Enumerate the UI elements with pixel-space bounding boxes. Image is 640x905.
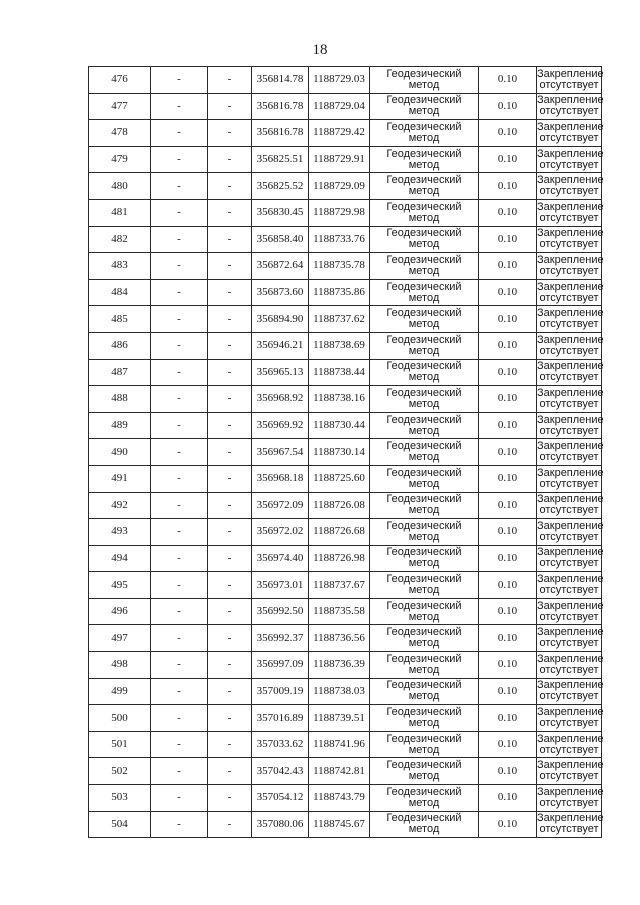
method-cell: Геодезический метод bbox=[370, 572, 479, 599]
empty-value-cell: - bbox=[151, 519, 208, 546]
x-coordinate-cell: 356894.90 bbox=[252, 306, 309, 333]
empty-value-cell: - bbox=[208, 412, 252, 439]
empty-value-cell: - bbox=[208, 173, 252, 200]
empty-value-cell: - bbox=[208, 439, 252, 466]
method-cell: Геодезический метод bbox=[370, 465, 479, 492]
fixation-status-cell: Закрепление отсутствует bbox=[537, 306, 602, 333]
empty-value-cell: - bbox=[151, 598, 208, 625]
method-cell: Геодезический метод bbox=[370, 93, 479, 120]
accuracy-cell: 0.10 bbox=[479, 412, 537, 439]
y-coordinate-cell: 1188738.03 bbox=[309, 678, 370, 705]
table-row bbox=[89, 253, 602, 280]
accuracy-cell: 0.10 bbox=[479, 492, 537, 519]
method-cell: Геодезический метод bbox=[370, 811, 479, 838]
empty-value-cell: - bbox=[208, 465, 252, 492]
point-number-cell: 499 bbox=[89, 678, 151, 705]
page-number: 18 bbox=[312, 42, 328, 58]
point-number-cell: 495 bbox=[89, 572, 151, 599]
fixation-status-cell: Закрепление отсутствует bbox=[537, 199, 602, 226]
point-number-cell: 496 bbox=[89, 598, 151, 625]
accuracy-cell: 0.10 bbox=[479, 146, 537, 173]
fixation-status-cell: Закрепление отсутствует bbox=[537, 678, 602, 705]
accuracy-cell: 0.10 bbox=[479, 120, 537, 147]
method-cell: Геодезический метод bbox=[370, 598, 479, 625]
method-cell: Геодезический метод bbox=[370, 253, 479, 280]
y-coordinate-cell: 1188742.81 bbox=[309, 758, 370, 785]
empty-value-cell: - bbox=[208, 678, 252, 705]
x-coordinate-cell: 356992.37 bbox=[252, 625, 309, 652]
y-coordinate-cell: 1188729.98 bbox=[309, 199, 370, 226]
empty-value-cell: - bbox=[151, 492, 208, 519]
point-number-cell: 483 bbox=[89, 253, 151, 280]
table-row bbox=[89, 146, 602, 173]
empty-value-cell: - bbox=[151, 253, 208, 280]
table-row bbox=[89, 519, 602, 546]
x-coordinate-cell: 356967.54 bbox=[252, 439, 309, 466]
empty-value-cell: - bbox=[208, 598, 252, 625]
table-row bbox=[89, 678, 602, 705]
table-row bbox=[89, 439, 602, 466]
x-coordinate-cell: 356946.21 bbox=[252, 332, 309, 359]
y-coordinate-cell: 1188736.56 bbox=[309, 625, 370, 652]
point-number-cell: 478 bbox=[89, 120, 151, 147]
point-number-cell: 482 bbox=[89, 226, 151, 253]
method-cell: Геодезический метод bbox=[370, 146, 479, 173]
empty-value-cell: - bbox=[208, 199, 252, 226]
empty-value-cell: - bbox=[208, 545, 252, 572]
x-coordinate-cell: 356825.51 bbox=[252, 146, 309, 173]
method-cell: Геодезический метод bbox=[370, 279, 479, 306]
point-number-cell: 502 bbox=[89, 758, 151, 785]
empty-value-cell: - bbox=[208, 332, 252, 359]
accuracy-cell: 0.10 bbox=[479, 306, 537, 333]
x-coordinate-cell: 356968.92 bbox=[252, 386, 309, 413]
fixation-status-cell: Закрепление отсутствует bbox=[537, 572, 602, 599]
point-number-cell: 497 bbox=[89, 625, 151, 652]
point-number-cell: 480 bbox=[89, 173, 151, 200]
x-coordinate-cell: 357033.62 bbox=[252, 731, 309, 758]
accuracy-cell: 0.10 bbox=[479, 253, 537, 280]
table-row bbox=[89, 705, 602, 732]
accuracy-cell: 0.10 bbox=[479, 67, 537, 94]
y-coordinate-cell: 1188726.98 bbox=[309, 545, 370, 572]
method-cell: Геодезический метод bbox=[370, 120, 479, 147]
accuracy-cell: 0.10 bbox=[479, 598, 537, 625]
table-row bbox=[89, 67, 602, 94]
fixation-status-cell: Закрепление отсутствует bbox=[537, 731, 602, 758]
fixation-status-cell: Закрепление отсутствует bbox=[537, 359, 602, 386]
empty-value-cell: - bbox=[151, 67, 208, 94]
empty-value-cell: - bbox=[151, 120, 208, 147]
fixation-status-cell: Закрепление отсутствует bbox=[537, 465, 602, 492]
table-row bbox=[89, 93, 602, 120]
y-coordinate-cell: 1188730.14 bbox=[309, 439, 370, 466]
point-number-cell: 503 bbox=[89, 785, 151, 812]
fixation-status-cell: Закрепление отсутствует bbox=[537, 625, 602, 652]
y-coordinate-cell: 1188726.68 bbox=[309, 519, 370, 546]
y-coordinate-cell: 1188735.58 bbox=[309, 598, 370, 625]
table-row bbox=[89, 652, 602, 679]
x-coordinate-cell: 357009.19 bbox=[252, 678, 309, 705]
accuracy-cell: 0.10 bbox=[479, 439, 537, 466]
empty-value-cell: - bbox=[208, 306, 252, 333]
method-cell: Геодезический метод bbox=[370, 785, 479, 812]
fixation-status-cell: Закрепление отсутствует bbox=[537, 93, 602, 120]
empty-value-cell: - bbox=[151, 465, 208, 492]
fixation-status-cell: Закрепление отсутствует bbox=[537, 705, 602, 732]
accuracy-cell: 0.10 bbox=[479, 811, 537, 838]
y-coordinate-cell: 1188729.04 bbox=[309, 93, 370, 120]
table-row bbox=[89, 811, 602, 838]
method-cell: Геодезический метод bbox=[370, 306, 479, 333]
point-number-cell: 498 bbox=[89, 652, 151, 679]
y-coordinate-cell: 1188726.08 bbox=[309, 492, 370, 519]
method-cell: Геодезический метод bbox=[370, 173, 479, 200]
table-row bbox=[89, 226, 602, 253]
y-coordinate-cell: 1188735.78 bbox=[309, 253, 370, 280]
empty-value-cell: - bbox=[151, 359, 208, 386]
empty-value-cell: - bbox=[151, 146, 208, 173]
method-cell: Геодезический метод bbox=[370, 412, 479, 439]
fixation-status-cell: Закрепление отсутствует bbox=[537, 492, 602, 519]
x-coordinate-cell: 356972.02 bbox=[252, 519, 309, 546]
point-number-cell: 493 bbox=[89, 519, 151, 546]
empty-value-cell: - bbox=[151, 705, 208, 732]
point-number-cell: 489 bbox=[89, 412, 151, 439]
point-number-cell: 477 bbox=[89, 93, 151, 120]
y-coordinate-cell: 1188738.44 bbox=[309, 359, 370, 386]
y-coordinate-cell: 1188738.16 bbox=[309, 386, 370, 413]
y-coordinate-cell: 1188725.60 bbox=[309, 465, 370, 492]
method-cell: Геодезический метод bbox=[370, 758, 479, 785]
x-coordinate-cell: 356873.60 bbox=[252, 279, 309, 306]
method-cell: Геодезический метод bbox=[370, 678, 479, 705]
accuracy-cell: 0.10 bbox=[479, 93, 537, 120]
method-cell: Геодезический метод bbox=[370, 386, 479, 413]
fixation-status-cell: Закрепление отсутствует bbox=[537, 545, 602, 572]
empty-value-cell: - bbox=[151, 439, 208, 466]
accuracy-cell: 0.10 bbox=[479, 705, 537, 732]
fixation-status-cell: Закрепление отсутствует bbox=[537, 332, 602, 359]
y-coordinate-cell: 1188736.39 bbox=[309, 652, 370, 679]
fixation-status-cell: Закрепление отсутствует bbox=[537, 279, 602, 306]
empty-value-cell: - bbox=[208, 93, 252, 120]
x-coordinate-cell: 356974.40 bbox=[252, 545, 309, 572]
empty-value-cell: - bbox=[151, 412, 208, 439]
empty-value-cell: - bbox=[151, 678, 208, 705]
empty-value-cell: - bbox=[151, 93, 208, 120]
fixation-status-cell: Закрепление отсутствует bbox=[537, 785, 602, 812]
point-number-cell: 488 bbox=[89, 386, 151, 413]
fixation-status-cell: Закрепление отсутствует bbox=[537, 412, 602, 439]
table-row bbox=[89, 758, 602, 785]
y-coordinate-cell: 1188735.86 bbox=[309, 279, 370, 306]
table-row bbox=[89, 386, 602, 413]
x-coordinate-cell: 356816.78 bbox=[252, 93, 309, 120]
accuracy-cell: 0.10 bbox=[479, 785, 537, 812]
method-cell: Геодезический метод bbox=[370, 705, 479, 732]
table-row bbox=[89, 465, 602, 492]
empty-value-cell: - bbox=[151, 652, 208, 679]
x-coordinate-cell: 356973.01 bbox=[252, 572, 309, 599]
fixation-status-cell: Закрепление отсутствует bbox=[537, 120, 602, 147]
empty-value-cell: - bbox=[151, 731, 208, 758]
y-coordinate-cell: 1188729.03 bbox=[309, 67, 370, 94]
empty-value-cell: - bbox=[208, 492, 252, 519]
accuracy-cell: 0.10 bbox=[479, 359, 537, 386]
x-coordinate-cell: 356872.64 bbox=[252, 253, 309, 280]
x-coordinate-cell: 356825.52 bbox=[252, 173, 309, 200]
x-coordinate-cell: 356969.92 bbox=[252, 412, 309, 439]
accuracy-cell: 0.10 bbox=[479, 199, 537, 226]
y-coordinate-cell: 1188733.76 bbox=[309, 226, 370, 253]
y-coordinate-cell: 1188741.96 bbox=[309, 731, 370, 758]
point-number-cell: 486 bbox=[89, 332, 151, 359]
x-coordinate-cell: 356830.45 bbox=[252, 199, 309, 226]
method-cell: Геодезический метод bbox=[370, 439, 479, 466]
point-number-cell: 479 bbox=[89, 146, 151, 173]
empty-value-cell: - bbox=[208, 67, 252, 94]
accuracy-cell: 0.10 bbox=[479, 758, 537, 785]
table-row bbox=[89, 785, 602, 812]
fixation-status-cell: Закрепление отсутствует bbox=[537, 253, 602, 280]
x-coordinate-cell: 356816.78 bbox=[252, 120, 309, 147]
accuracy-cell: 0.10 bbox=[479, 173, 537, 200]
accuracy-cell: 0.10 bbox=[479, 572, 537, 599]
fixation-status-cell: Закрепление отсутствует bbox=[537, 226, 602, 253]
table-row bbox=[89, 731, 602, 758]
x-coordinate-cell: 356965.13 bbox=[252, 359, 309, 386]
empty-value-cell: - bbox=[208, 625, 252, 652]
table-row bbox=[89, 332, 602, 359]
empty-value-cell: - bbox=[208, 279, 252, 306]
fixation-status-cell: Закрепление отсутствует bbox=[537, 598, 602, 625]
y-coordinate-cell: 1188745.67 bbox=[309, 811, 370, 838]
fixation-status-cell: Закрепление отсутствует bbox=[537, 811, 602, 838]
x-coordinate-cell: 356997.09 bbox=[252, 652, 309, 679]
empty-value-cell: - bbox=[208, 253, 252, 280]
coordinates-table bbox=[88, 66, 602, 838]
point-number-cell: 492 bbox=[89, 492, 151, 519]
empty-value-cell: - bbox=[208, 811, 252, 838]
table-row bbox=[89, 120, 602, 147]
point-number-cell: 494 bbox=[89, 545, 151, 572]
empty-value-cell: - bbox=[208, 572, 252, 599]
accuracy-cell: 0.10 bbox=[479, 386, 537, 413]
fixation-status-cell: Закрепление отсутствует bbox=[537, 652, 602, 679]
method-cell: Геодезический метод bbox=[370, 652, 479, 679]
accuracy-cell: 0.10 bbox=[479, 731, 537, 758]
method-cell: Геодезический метод bbox=[370, 332, 479, 359]
point-number-cell: 485 bbox=[89, 306, 151, 333]
point-number-cell: 500 bbox=[89, 705, 151, 732]
accuracy-cell: 0.10 bbox=[479, 625, 537, 652]
accuracy-cell: 0.10 bbox=[479, 332, 537, 359]
accuracy-cell: 0.10 bbox=[479, 226, 537, 253]
table-row bbox=[89, 572, 602, 599]
table-row bbox=[89, 306, 602, 333]
fixation-status-cell: Закрепление отсутствует bbox=[537, 439, 602, 466]
method-cell: Геодезический метод bbox=[370, 519, 479, 546]
point-number-cell: 491 bbox=[89, 465, 151, 492]
empty-value-cell: - bbox=[208, 652, 252, 679]
empty-value-cell: - bbox=[208, 120, 252, 147]
table-row bbox=[89, 598, 602, 625]
y-coordinate-cell: 1188737.67 bbox=[309, 572, 370, 599]
empty-value-cell: - bbox=[208, 146, 252, 173]
method-cell: Геодезический метод bbox=[370, 625, 479, 652]
fixation-status-cell: Закрепление отсутствует bbox=[537, 519, 602, 546]
method-cell: Геодезический метод bbox=[370, 731, 479, 758]
table-row bbox=[89, 173, 602, 200]
point-number-cell: 504 bbox=[89, 811, 151, 838]
method-cell: Геодезический метод bbox=[370, 226, 479, 253]
method-cell: Геодезический метод bbox=[370, 359, 479, 386]
empty-value-cell: - bbox=[151, 332, 208, 359]
y-coordinate-cell: 1188729.91 bbox=[309, 146, 370, 173]
point-number-cell: 487 bbox=[89, 359, 151, 386]
x-coordinate-cell: 357080.06 bbox=[252, 811, 309, 838]
empty-value-cell: - bbox=[151, 811, 208, 838]
empty-value-cell: - bbox=[208, 731, 252, 758]
empty-value-cell: - bbox=[208, 226, 252, 253]
empty-value-cell: - bbox=[151, 306, 208, 333]
empty-value-cell: - bbox=[151, 545, 208, 572]
empty-value-cell: - bbox=[208, 705, 252, 732]
y-coordinate-cell: 1188729.09 bbox=[309, 173, 370, 200]
empty-value-cell: - bbox=[208, 758, 252, 785]
x-coordinate-cell: 356992.50 bbox=[252, 598, 309, 625]
table-row bbox=[89, 199, 602, 226]
table-row bbox=[89, 625, 602, 652]
y-coordinate-cell: 1188729.42 bbox=[309, 120, 370, 147]
point-number-cell: 476 bbox=[89, 67, 151, 94]
empty-value-cell: - bbox=[151, 758, 208, 785]
empty-value-cell: - bbox=[151, 199, 208, 226]
accuracy-cell: 0.10 bbox=[479, 519, 537, 546]
x-coordinate-cell: 357054.12 bbox=[252, 785, 309, 812]
fixation-status-cell: Закрепление отсутствует bbox=[537, 758, 602, 785]
method-cell: Геодезический метод bbox=[370, 199, 479, 226]
empty-value-cell: - bbox=[208, 785, 252, 812]
accuracy-cell: 0.10 bbox=[479, 279, 537, 306]
fixation-status-cell: Закрепление отсутствует bbox=[537, 386, 602, 413]
accuracy-cell: 0.10 bbox=[479, 652, 537, 679]
empty-value-cell: - bbox=[151, 279, 208, 306]
empty-value-cell: - bbox=[208, 519, 252, 546]
x-coordinate-cell: 357016.89 bbox=[252, 705, 309, 732]
point-number-cell: 481 bbox=[89, 199, 151, 226]
point-number-cell: 490 bbox=[89, 439, 151, 466]
fixation-status-cell: Закрепление отсутствует bbox=[537, 173, 602, 200]
table-row bbox=[89, 412, 602, 439]
fixation-status-cell: Закрепление отсутствует bbox=[537, 67, 602, 94]
empty-value-cell: - bbox=[151, 173, 208, 200]
y-coordinate-cell: 1188737.62 bbox=[309, 306, 370, 333]
table-row bbox=[89, 359, 602, 386]
y-coordinate-cell: 1188739.51 bbox=[309, 705, 370, 732]
empty-value-cell: - bbox=[208, 359, 252, 386]
empty-value-cell: - bbox=[151, 226, 208, 253]
method-cell: Геодезический метод bbox=[370, 67, 479, 94]
point-number-cell: 484 bbox=[89, 279, 151, 306]
empty-value-cell: - bbox=[151, 386, 208, 413]
table-row bbox=[89, 492, 602, 519]
x-coordinate-cell: 356814.78 bbox=[252, 67, 309, 94]
y-coordinate-cell: 1188738.69 bbox=[309, 332, 370, 359]
accuracy-cell: 0.10 bbox=[479, 465, 537, 492]
x-coordinate-cell: 356968.18 bbox=[252, 465, 309, 492]
accuracy-cell: 0.10 bbox=[479, 545, 537, 572]
table-row bbox=[89, 279, 602, 306]
fixation-status-cell: Закрепление отсутствует bbox=[537, 146, 602, 173]
empty-value-cell: - bbox=[151, 625, 208, 652]
x-coordinate-cell: 357042.43 bbox=[252, 758, 309, 785]
empty-value-cell: - bbox=[151, 785, 208, 812]
empty-value-cell: - bbox=[208, 386, 252, 413]
x-coordinate-cell: 356858.40 bbox=[252, 226, 309, 253]
x-coordinate-cell: 356972.09 bbox=[252, 492, 309, 519]
method-cell: Геодезический метод bbox=[370, 492, 479, 519]
point-number-cell: 501 bbox=[89, 731, 151, 758]
y-coordinate-cell: 1188730.44 bbox=[309, 412, 370, 439]
empty-value-cell: - bbox=[151, 572, 208, 599]
method-cell: Геодезический метод bbox=[370, 545, 479, 572]
y-coordinate-cell: 1188743.79 bbox=[309, 785, 370, 812]
accuracy-cell: 0.10 bbox=[479, 678, 537, 705]
table-row bbox=[89, 545, 602, 572]
